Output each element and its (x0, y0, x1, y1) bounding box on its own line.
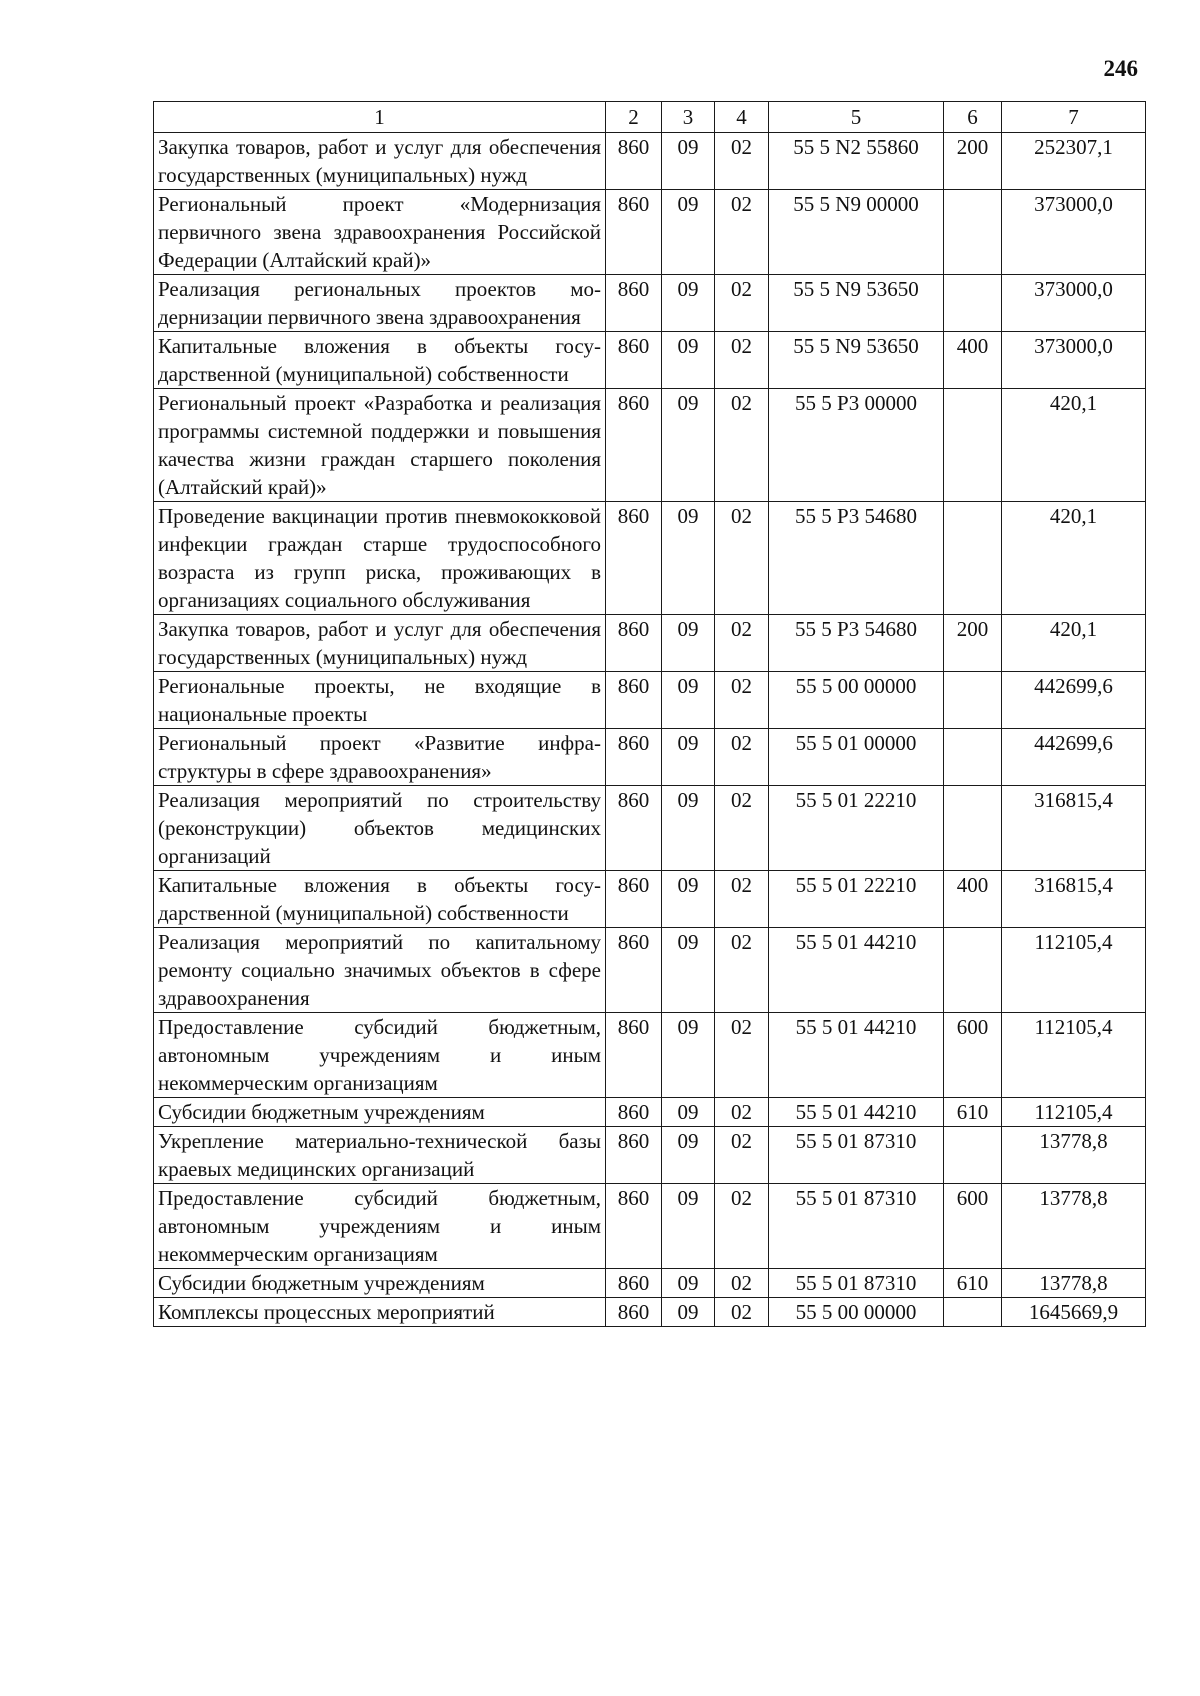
row-amount-cell: 112105,4 (1002, 1098, 1146, 1127)
row-amount-cell: 420,1 (1002, 615, 1146, 672)
table-row (154, 275, 1146, 332)
row-target-article-cell: 55 5 00 00000 (769, 672, 944, 729)
row-name-cell: Региональные проекты, не входящие в национальные проекты (154, 672, 606, 729)
row-amount-cell: 112105,4 (1002, 928, 1146, 1013)
row-name-cell: Субсидии бюджетным учреждениям (154, 1098, 606, 1127)
row-subsection-cell: 02 (715, 389, 769, 502)
row-code-cell: 860 (606, 1127, 662, 1184)
row-section-cell: 09 (662, 672, 715, 729)
row-code-cell: 860 (606, 133, 662, 190)
row-section-cell: 09 (662, 1184, 715, 1269)
row-code-cell: 860 (606, 615, 662, 672)
row-section-cell: 09 (662, 275, 715, 332)
column-header: 1 (154, 102, 606, 133)
row-target-article-cell: 55 5 00 00000 (769, 1298, 944, 1327)
row-code-cell: 860 (606, 1013, 662, 1098)
table-row (154, 729, 1146, 786)
row-code-cell: 860 (606, 786, 662, 871)
row-name-cell: Предоставление субсидий бюджетным, автономным учреждениям и иным некоммерческим организациям (154, 1184, 606, 1269)
row-name-cell: Капитальные вложения в объекты государственной (муниципальной) собственности (154, 332, 606, 389)
row-subsection-cell: 02 (715, 332, 769, 389)
row-amount-cell: 373000,0 (1002, 190, 1146, 275)
row-expense-type-cell (944, 672, 1002, 729)
row-section-cell: 09 (662, 1013, 715, 1098)
row-expense-type-cell: 610 (944, 1269, 1002, 1298)
row-section-cell: 09 (662, 1269, 715, 1298)
table-row (154, 1184, 1146, 1269)
row-section-cell: 09 (662, 190, 715, 275)
row-amount-cell: 13778,8 (1002, 1127, 1146, 1184)
row-target-article-cell: 55 5 N2 55860 (769, 133, 944, 190)
row-code-cell: 860 (606, 1184, 662, 1269)
row-code-cell: 860 (606, 1269, 662, 1298)
row-name-cell: Региональный проект «Развитие инфраструктуры в сфере здравоохранения» (154, 729, 606, 786)
row-name-cell: Капитальные вложения в объекты государственной (муниципальной) собственности (154, 871, 606, 928)
table-row (154, 389, 1146, 502)
table-row (154, 1127, 1146, 1184)
row-subsection-cell: 02 (715, 928, 769, 1013)
row-expense-type-cell (944, 1298, 1002, 1327)
row-code-cell: 860 (606, 389, 662, 502)
row-code-cell: 860 (606, 275, 662, 332)
row-target-article-cell: 55 5 P3 54680 (769, 615, 944, 672)
row-expense-type-cell: 400 (944, 871, 1002, 928)
row-target-article-cell: 55 5 P3 54680 (769, 502, 944, 615)
row-name-cell: Региональный проект «Модернизация первичного звена здравоохранения Российской Федерации (Алтайский край)» (154, 190, 606, 275)
row-subsection-cell: 02 (715, 1098, 769, 1127)
row-section-cell: 09 (662, 786, 715, 871)
row-target-article-cell: 55 5 01 00000 (769, 729, 944, 786)
row-code-cell: 860 (606, 1098, 662, 1127)
row-target-article-cell: 55 5 01 44210 (769, 1013, 944, 1098)
row-target-article-cell: 55 5 N9 53650 (769, 332, 944, 389)
row-subsection-cell: 02 (715, 502, 769, 615)
column-header: 5 (769, 102, 944, 133)
row-amount-cell: 13778,8 (1002, 1184, 1146, 1269)
row-amount-cell: 420,1 (1002, 502, 1146, 615)
row-expense-type-cell: 400 (944, 332, 1002, 389)
row-code-cell: 860 (606, 190, 662, 275)
row-amount-cell: 373000,0 (1002, 275, 1146, 332)
row-target-article-cell: 55 5 N9 53650 (769, 275, 944, 332)
row-expense-type-cell (944, 729, 1002, 786)
table-row (154, 1269, 1146, 1298)
table-row (154, 190, 1146, 275)
row-subsection-cell: 02 (715, 190, 769, 275)
table-row (154, 502, 1146, 615)
row-expense-type-cell: 200 (944, 615, 1002, 672)
row-target-article-cell: 55 5 01 44210 (769, 928, 944, 1013)
row-section-cell: 09 (662, 332, 715, 389)
column-header: 2 (606, 102, 662, 133)
row-name-cell: Субсидии бюджетным учреждениям (154, 1269, 606, 1298)
row-expense-type-cell (944, 928, 1002, 1013)
row-expense-type-cell: 600 (944, 1013, 1002, 1098)
budget-table (153, 101, 1146, 1327)
row-expense-type-cell: 600 (944, 1184, 1002, 1269)
row-target-article-cell: 55 5 P3 00000 (769, 389, 944, 502)
row-target-article-cell: 55 5 01 22210 (769, 871, 944, 928)
row-amount-cell: 420,1 (1002, 389, 1146, 502)
row-name-cell: Закупка товаров, работ и услуг для обеспечения государственных (муниципальных) нужд (154, 615, 606, 672)
row-amount-cell: 316815,4 (1002, 786, 1146, 871)
row-subsection-cell: 02 (715, 275, 769, 332)
row-code-cell: 860 (606, 871, 662, 928)
table-row (154, 615, 1146, 672)
row-code-cell: 860 (606, 729, 662, 786)
row-amount-cell: 442699,6 (1002, 672, 1146, 729)
row-subsection-cell: 02 (715, 1298, 769, 1327)
row-expense-type-cell (944, 190, 1002, 275)
table-row (154, 1298, 1146, 1327)
row-name-cell: Закупка товаров, работ и услуг для обеспечения государственных (муниципальных) нужд (154, 133, 606, 190)
row-subsection-cell: 02 (715, 133, 769, 190)
row-code-cell: 860 (606, 672, 662, 729)
row-section-cell: 09 (662, 729, 715, 786)
row-code-cell: 860 (606, 928, 662, 1013)
row-subsection-cell: 02 (715, 871, 769, 928)
column-header: 4 (715, 102, 769, 133)
row-subsection-cell: 02 (715, 786, 769, 871)
row-subsection-cell: 02 (715, 1269, 769, 1298)
table-row (154, 871, 1146, 928)
row-target-article-cell: 55 5 N9 00000 (769, 190, 944, 275)
table-header-row (154, 102, 1146, 133)
table-row (154, 332, 1146, 389)
table-row (154, 928, 1146, 1013)
row-subsection-cell: 02 (715, 1013, 769, 1098)
row-expense-type-cell: 610 (944, 1098, 1002, 1127)
row-expense-type-cell (944, 502, 1002, 615)
row-amount-cell: 1645669,9 (1002, 1298, 1146, 1327)
row-section-cell: 09 (662, 1127, 715, 1184)
row-amount-cell: 13778,8 (1002, 1269, 1146, 1298)
row-amount-cell: 112105,4 (1002, 1013, 1146, 1098)
row-expense-type-cell (944, 389, 1002, 502)
row-expense-type-cell (944, 1127, 1002, 1184)
table-row (154, 786, 1146, 871)
table-row (154, 1013, 1146, 1098)
column-header: 7 (1002, 102, 1146, 133)
page-number: 246 (1103, 56, 1138, 81)
row-code-cell: 860 (606, 332, 662, 389)
row-name-cell: Реализация мероприятий по строительству (реконструкции) объектов медицинских организаций (154, 786, 606, 871)
row-expense-type-cell (944, 275, 1002, 332)
row-code-cell: 860 (606, 502, 662, 615)
row-name-cell: Проведение вакцинации против пневмококковой инфекции граждан старше трудоспособного возраста из групп риска, проживающих в организациях социального обслуживания (154, 502, 606, 615)
row-target-article-cell: 55 5 01 87310 (769, 1269, 944, 1298)
row-section-cell: 09 (662, 133, 715, 190)
row-target-article-cell: 55 5 01 87310 (769, 1184, 944, 1269)
row-code-cell: 860 (606, 1298, 662, 1327)
row-amount-cell: 442699,6 (1002, 729, 1146, 786)
row-name-cell: Укрепление материально-технической базы краевых медицинских организаций (154, 1127, 606, 1184)
row-section-cell: 09 (662, 389, 715, 502)
row-subsection-cell: 02 (715, 672, 769, 729)
row-name-cell: Реализация региональных проектов модернизации первичного звена здравоохранения (154, 275, 606, 332)
row-section-cell: 09 (662, 502, 715, 615)
row-subsection-cell: 02 (715, 615, 769, 672)
table-row (154, 672, 1146, 729)
row-name-cell: Предоставление субсидий бюджетным, автономным учреждениям и иным некоммерческим организациям (154, 1013, 606, 1098)
row-name-cell: Реализация мероприятий по капитальному ремонту социально значимых объектов в сфере здравоохранения (154, 928, 606, 1013)
row-amount-cell: 373000,0 (1002, 332, 1146, 389)
table-row (154, 1098, 1146, 1127)
row-name-cell: Комплексы процессных мероприятий (154, 1298, 606, 1327)
row-subsection-cell: 02 (715, 1184, 769, 1269)
row-section-cell: 09 (662, 1298, 715, 1327)
table-row (154, 133, 1146, 190)
row-expense-type-cell: 200 (944, 133, 1002, 190)
column-header: 3 (662, 102, 715, 133)
column-header: 6 (944, 102, 1002, 133)
row-amount-cell: 252307,1 (1002, 133, 1146, 190)
row-subsection-cell: 02 (715, 1127, 769, 1184)
row-target-article-cell: 55 5 01 87310 (769, 1127, 944, 1184)
row-name-cell: Региональный проект «Разработка и реализация программы системной поддержки и повышения качества жизни граждан старшего поколения (Алтайский край)» (154, 389, 606, 502)
row-section-cell: 09 (662, 615, 715, 672)
row-subsection-cell: 02 (715, 729, 769, 786)
row-amount-cell: 316815,4 (1002, 871, 1146, 928)
row-section-cell: 09 (662, 928, 715, 1013)
row-section-cell: 09 (662, 1098, 715, 1127)
row-target-article-cell: 55 5 01 44210 (769, 1098, 944, 1127)
row-expense-type-cell (944, 786, 1002, 871)
row-section-cell: 09 (662, 871, 715, 928)
row-target-article-cell: 55 5 01 22210 (769, 786, 944, 871)
